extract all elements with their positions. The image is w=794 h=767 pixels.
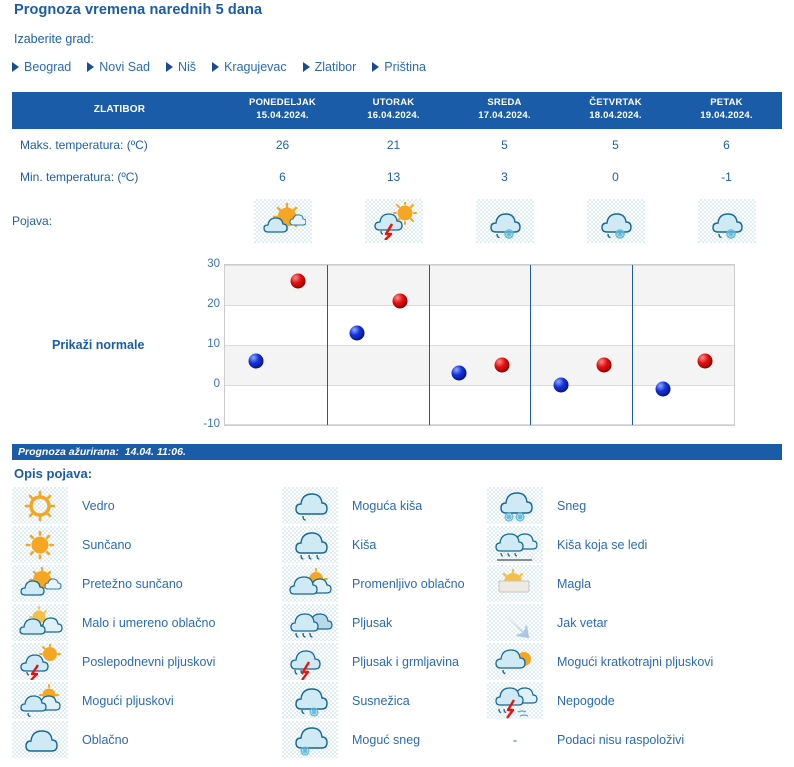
legend-item bbox=[282, 720, 487, 759]
min-temp-value: 0 bbox=[612, 169, 619, 184]
legend-label: Kiša koja se ledi bbox=[557, 537, 648, 552]
legend-item bbox=[487, 603, 787, 642]
legend-label: Promenljivo oblačno bbox=[352, 576, 465, 591]
legend-label: Jak vetar bbox=[557, 615, 608, 630]
sleet-icon bbox=[476, 199, 534, 243]
afternoon-showers-thunderstorm-icon bbox=[365, 199, 423, 243]
chart-point-max-temp bbox=[494, 358, 509, 373]
legend-label: Vedro bbox=[82, 498, 115, 513]
max-temp-value: 5 bbox=[501, 137, 508, 152]
temperature-chart bbox=[0, 250, 794, 440]
min-temp-value: 13 bbox=[386, 169, 401, 184]
legend-item bbox=[282, 681, 487, 720]
city-link-label: Priština bbox=[384, 60, 426, 74]
table-row-max-temp bbox=[12, 129, 782, 161]
fog-icon bbox=[487, 565, 543, 602]
legend-label: Mogući kratkotrajni pljuskovi bbox=[557, 654, 714, 669]
legend-item bbox=[12, 486, 282, 525]
chart-day-separator bbox=[632, 265, 633, 425]
chart-y-tick-label: 0 bbox=[213, 378, 220, 390]
chart-y-tick-label: -10 bbox=[203, 418, 220, 430]
triangle-right-icon bbox=[372, 62, 379, 72]
chart-point-min-temp bbox=[553, 378, 568, 393]
sleet-icon bbox=[282, 682, 338, 719]
legend-column-3 bbox=[487, 486, 787, 759]
phenomenon-cell-2 bbox=[338, 193, 449, 251]
city-link-zlatibor[interactable] bbox=[303, 60, 357, 74]
page-title: Prognoza vremena narednih 5 dana bbox=[14, 2, 263, 18]
phenomenon-label: Pojava: bbox=[12, 213, 53, 228]
chart-y-tick-label: 10 bbox=[207, 338, 220, 350]
legend-column-1 bbox=[12, 486, 282, 759]
table-header-day-4: ČETVRTAK 18.04.2024. bbox=[560, 92, 671, 129]
legend-item bbox=[487, 486, 787, 525]
city-link-label: Beograd bbox=[24, 60, 72, 74]
max-temp-value: 6 bbox=[723, 137, 730, 152]
legend-label: Pljusak bbox=[352, 615, 393, 630]
chart-gridline bbox=[225, 265, 734, 266]
table-header-day-5: PETAK 19.04.2024. bbox=[671, 92, 782, 129]
mostly-sunny-icon bbox=[12, 565, 68, 602]
legend-label: Malo i umereno oblačno bbox=[82, 615, 216, 630]
chart-day-separator bbox=[429, 265, 430, 425]
legend-label: Sneg bbox=[557, 498, 587, 513]
possible-brief-showers-icon bbox=[487, 643, 543, 680]
storm-icon bbox=[487, 682, 543, 719]
shower-icon bbox=[282, 604, 338, 641]
rain-icon bbox=[282, 526, 338, 563]
legend-item bbox=[282, 525, 487, 564]
shower-thunder-icon bbox=[282, 643, 338, 680]
legend-item bbox=[282, 564, 487, 603]
triangle-right-icon bbox=[12, 62, 19, 72]
phenomenon-cell-1 bbox=[227, 193, 338, 251]
legend-label: Oblačno bbox=[82, 732, 129, 747]
legend-label: Nepogode bbox=[557, 693, 615, 708]
city-link-kragujevac[interactable] bbox=[212, 60, 287, 74]
possible-rain-icon bbox=[282, 487, 338, 524]
forecast-table bbox=[12, 92, 782, 251]
snow-icon bbox=[487, 487, 543, 524]
city-nav bbox=[12, 60, 442, 74]
chart-point-max-temp bbox=[698, 354, 713, 369]
chart-point-min-temp bbox=[248, 354, 263, 369]
chart-point-max-temp bbox=[596, 358, 611, 373]
chart-point-min-temp bbox=[452, 366, 467, 381]
legend-item bbox=[487, 564, 787, 603]
partly-cloudy-icon bbox=[12, 604, 68, 641]
legend-item bbox=[487, 681, 787, 720]
min-temp-value: 6 bbox=[279, 169, 286, 184]
strong-wind-icon bbox=[487, 604, 543, 641]
cloudy-icon bbox=[12, 721, 68, 758]
phenomenon-cell-3 bbox=[449, 193, 560, 251]
chart-day-separator bbox=[327, 265, 328, 425]
legend-item bbox=[12, 642, 282, 681]
legend-title: Opis pojava: bbox=[14, 466, 93, 481]
table-header-day-3: SREDA 17.04.2024. bbox=[449, 92, 560, 129]
city-link-label: Kragujevac bbox=[224, 60, 287, 74]
city-link-novi-sad[interactable] bbox=[87, 60, 150, 74]
legend-label: Magla bbox=[557, 576, 592, 591]
legend-item bbox=[12, 720, 282, 759]
legend-item bbox=[487, 525, 787, 564]
city-link-label: Novi Sad bbox=[99, 60, 150, 74]
table-row-min-temp bbox=[12, 161, 782, 193]
sunny-icon bbox=[12, 526, 68, 563]
afternoon-showers-icon bbox=[12, 643, 68, 680]
choose-city-label: Izaberite grad: bbox=[14, 32, 94, 46]
triangle-right-icon bbox=[166, 62, 173, 72]
triangle-right-icon bbox=[303, 62, 310, 72]
show-normals-link[interactable]: Prikaži normale bbox=[52, 338, 145, 352]
legend-label: Mogući pljuskovi bbox=[82, 693, 174, 708]
legend-item bbox=[12, 681, 282, 720]
table-header-day-1: PONEDELJAK 15.04.2024. bbox=[227, 92, 338, 129]
chart-gridline bbox=[225, 305, 734, 306]
chart-y-tick-label: 20 bbox=[207, 298, 220, 310]
possible-showers-icon bbox=[12, 682, 68, 719]
chart-y-axis bbox=[176, 258, 220, 430]
legend-item bbox=[487, 642, 787, 681]
max-temp-value: 21 bbox=[386, 137, 401, 152]
table-row-phenomenon bbox=[12, 193, 782, 251]
legend-label: Moguć sneg bbox=[352, 732, 421, 747]
city-link-nis[interactable] bbox=[166, 60, 196, 74]
min-temp-value: 3 bbox=[501, 169, 508, 184]
status-bar: Prognoza ažurirana: 14.04. 11:06. bbox=[12, 444, 782, 460]
table-header-city: ZLATIBOR bbox=[12, 92, 227, 129]
chart-band bbox=[225, 345, 734, 385]
table-header-day-2: UTORAK 16.04.2024. bbox=[338, 92, 449, 129]
variable-cloudy-icon bbox=[282, 565, 338, 602]
legend-label: Podaci nisu raspoloživi bbox=[557, 732, 685, 747]
sleet-icon bbox=[587, 199, 645, 243]
city-link-label: Zlatibor bbox=[314, 60, 357, 74]
legend-item bbox=[282, 603, 487, 642]
triangle-right-icon bbox=[212, 62, 219, 72]
triangle-right-icon bbox=[87, 62, 94, 72]
legend-label: Poslepodnevni pljuskovi bbox=[82, 654, 216, 669]
city-link-beograd[interactable] bbox=[12, 60, 71, 74]
min-temp-label: Min. temperatura: (ºC) bbox=[20, 169, 139, 184]
legend-item bbox=[282, 486, 487, 525]
legend-label: Pljusak i grmljavina bbox=[352, 654, 459, 669]
legend bbox=[12, 486, 794, 759]
table-header-row bbox=[12, 92, 782, 129]
max-temp-label: Maks. temperatura: (ºC) bbox=[20, 137, 148, 152]
sleet-icon bbox=[698, 199, 756, 243]
chart-gridline bbox=[225, 345, 734, 346]
city-link-label: Niš bbox=[178, 60, 197, 74]
phenomenon-cell-4 bbox=[560, 193, 671, 251]
no-data-icon: - bbox=[487, 721, 543, 758]
freezing-rain-icon bbox=[487, 526, 543, 563]
chart-point-min-temp bbox=[655, 382, 670, 397]
chart-y-tick-label: 30 bbox=[207, 258, 220, 270]
legend-item bbox=[282, 642, 487, 681]
chart-plot-area bbox=[224, 264, 735, 426]
legend-label: Moguća kiša bbox=[352, 498, 423, 513]
city-link-pristina[interactable] bbox=[372, 60, 426, 74]
possible-snow-icon bbox=[282, 721, 338, 758]
clear-icon bbox=[12, 487, 68, 524]
chart-gridline bbox=[225, 424, 734, 425]
legend-column-2 bbox=[282, 486, 487, 759]
legend-label: Pretežno sunčano bbox=[82, 576, 183, 591]
legend-label: Sunčano bbox=[82, 537, 132, 552]
mostly-sunny-icon bbox=[254, 199, 312, 243]
min-temp-value: -1 bbox=[721, 169, 732, 184]
chart-point-min-temp bbox=[350, 326, 365, 341]
legend-label: Kiša bbox=[352, 537, 377, 552]
phenomenon-cell-5 bbox=[671, 193, 782, 251]
legend-item bbox=[487, 720, 787, 759]
max-temp-value: 5 bbox=[612, 137, 619, 152]
max-temp-value: 26 bbox=[275, 137, 290, 152]
chart-day-separator bbox=[530, 265, 531, 425]
chart-point-max-temp bbox=[393, 294, 408, 309]
legend-item bbox=[12, 564, 282, 603]
chart-point-max-temp bbox=[291, 274, 306, 289]
legend-label: Susnežica bbox=[352, 693, 410, 708]
legend-item bbox=[12, 603, 282, 642]
legend-item bbox=[12, 525, 282, 564]
forecast-table-wrap bbox=[12, 92, 782, 251]
